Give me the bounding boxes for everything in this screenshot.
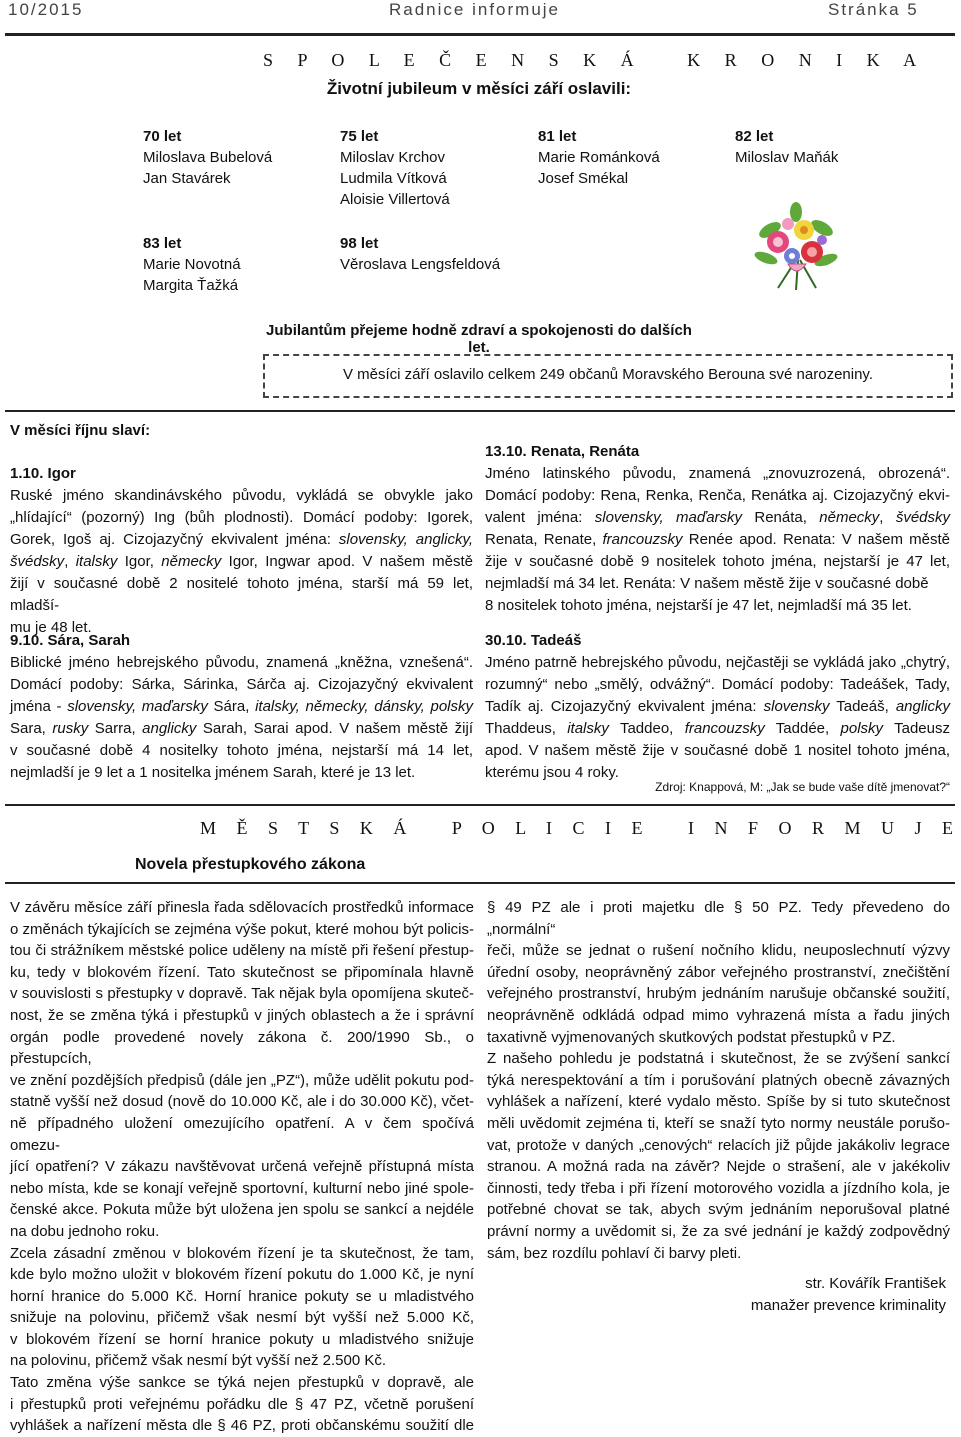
flower-bouquet-icon bbox=[748, 200, 843, 295]
policie-subtitle: Novela přestupkového zákona bbox=[135, 856, 366, 873]
issue-number: 10/2015 bbox=[8, 0, 84, 19]
name-head-renata: 13.10. Renata, Renáta bbox=[485, 443, 640, 460]
policie-rule bbox=[5, 882, 955, 884]
kronika-subtitle: Životní jubileum v měsíci září oslavili: bbox=[326, 79, 632, 98]
name-head-tadeas: 30.10. Tadeáš bbox=[485, 632, 582, 649]
names-month-title: V měsíci říjnu slaví: bbox=[10, 422, 151, 439]
name-head-sara: 9.10. Sára, Sarah bbox=[10, 632, 131, 649]
policie-left-column: V závěru měsíce září přinesla řada sdělovacích prostředků informace o změnách týkajících se zejména výše pokut, které mohou být policis- tou či strážníkem městské police uděleny na místě při řešení přestup- ku, tedy v blokovém řízení. Tato skutečnost se připomínala hlavně v souvislosti s přestupky v dopravě. Tak nějak byla opomíjena skuteč- nost, že se změna týká i přestupků v jiných oblastech a že i správní orgán podle provedené novely zákona č. 200/1990 Sb., o přestupcích, ve znění pozdějších předpisů (dále jen „PZ“), může udělit pokutu pod- statně vyšší než dosud (nově do 10.000 Kč, ale i do 30.000 Kč), včet- ně případného uložení omezujícího opatření. A v čem spočívá omezu- jící opatření? V zákazu navštěvovat určená veřejně přístupná místa nebo místa, kde se konají veřejně sportovní, kulturní nebo jiné spole- čenské akce. Pokuta může být uložena jen spolu se sankcí a nejdéle na dobu jednoho roku. Zcela zásadní změnou v blokovém řízení je ta skutečnost, že tam, kde bylo možno uložit v blokovém řízení pokutu do 1.000 Kč, je nyní horní hranice do 5.000 Kč. Horní hranice pokuty se u mladistvého snižuje na polovinu, přičemž však nesmí být vyšší než 5.000 Kč, v blokovém řízení se horní hranice pokuty u mladistvého snižuje na polovinu, přičemž však nesmí být vyšší než 2.500 Kč. Tato změna výše sankce se týká nejen přestupků v dopravě, ale i přestupků proti veřejnému pořádku dle § 47 PZ, včetně porušení vyhlášek a nařízení města dle § 46 PZ, proti občanskému soužití dle bbox=[10, 899, 474, 1435]
jubilee-98: 98 let Věroslava Lengsfeldová bbox=[340, 235, 501, 273]
jubilee-81: 81 let Marie Románková Josef Smékal bbox=[538, 128, 660, 187]
page-number: Stránka 5 bbox=[828, 0, 919, 19]
birthday-note: V měsíci září oslavilo celkem 249 občanů Moravského Berouna své narozeniny. bbox=[343, 366, 873, 383]
kronika-title: S P O L E Č E N S K Á K R O N I K A bbox=[263, 50, 927, 70]
policie-right-column: § 49 PZ ale i proti majetku dle § 50 PZ. Tedy převedeno do „normální“ řeči, může se jednat o rušení nočního klidu, neuposlechnutí výzvy úřední osoby, neoprávněný zábor veřejného prostranství, znečištění veřejného prostranství, hrubým jednáním narušuje občanské soužití, neoprávněně odkládá odpad mimo vyhrazená místa a řadu jiných taxativně vyjmenovaných skutkových podstat přestupků v PZ. Z našeho pohledu je podstatná i skutečnost, že se zvýšení sankcí týká nerespektování a tím i porušování platných obecně závazných vyhlášek a nařízení, které vydalo město. Spíše by si tuto skutečnost měli uvědomit zejména ti, kteří se snaží tyto normy neustále porušo- vat, protože v daných „cenových“ relacích již půjde jakákoliv legrace stranou. A možná rada na závěr? Nejde o strašení, ale v jakékoliv činnosti, tedy třeba i při řízení motorového vozidla a jízdního kola, je potřebné chovat se tak, abych svým jednáním neporušoval platné právní normy a uvědomit si, že za své jednání je každý zodpovědný sám, bez rozdílu pohlaví či barvy pleti. bbox=[487, 899, 950, 1262]
signature-role: manažer prevence kriminality bbox=[750, 1297, 946, 1314]
jubilee-wish: Jubilantům přejeme hodně zdraví a spokojenosti do dalších let. bbox=[266, 322, 692, 356]
name-entry-igor: 1.10. Igor Ruské jméno skandinávského původu, vykládá se obvykle jako „hlídající“ (pozorný) Ing (bůh plodnosti). Domácí podoby: Igorek, Gorek, Igoš aj. Cizojazyčný ekvivalent jména: slovensky, anglicky, švédsky, italsky Igor, německy Igor, Ingwar apod. V našem městě žijí v současné době 2 nositelé tohoto jména, starší má 59 let, mladší- mu je 48 let. bbox=[10, 465, 474, 636]
jubilee-82: 82 let Miloslav Maňák bbox=[735, 128, 839, 166]
name-entry-renata: 13.10. Renata, Renáta Jméno latinského původu, znamená „znovuzrozená, obrozená“. Domácí podoby: Rena, Renka, Renča, Renátka aj. Cizojazyčný ekvi- valent jména: slovensky, maďarsky Renáta, německy, švédsky Renata, Renate, francouzsky Renée apod. Renata: V našem městě žije v současné době 9 nositelek tohoto jména, nejstarší je 47 let, nejmladší má 34 let. Renáta: V našem městě žije v současné době 8 nositelek tohoto jména, nejstarší je 47 let, nejmladší má 35 let. bbox=[485, 443, 950, 614]
names-bottom-rule bbox=[5, 804, 955, 806]
name-entry-tadeas: 30.10. Tadeáš Jméno patrně hebrejského původu, nejčastěji se vykládá jako „chytrý, rozumný“ nebo „smělý, odvážný“. Domácí podoby: Tadeášek, Tady, Tadík aj. Cizojazyčný ekvivalent jména: slovensky Tadeáš, anglicky Thaddeus, italsky Taddeo, francouzsky Taddée, polsky Tadeusz apod. V našem městě žije v současné době 1 nositel tohoto jména, kterému jsou 4 roky. bbox=[485, 632, 951, 781]
newsletter-title: Radnice informuje bbox=[389, 0, 561, 19]
header-rule bbox=[5, 33, 955, 36]
policie-title: M Ě S T S K Á P O L I C I E I N F O R M U J E bbox=[200, 818, 961, 838]
name-head-igor: 1.10. Igor bbox=[10, 465, 76, 482]
signature-name: str. Kovářík František bbox=[805, 1275, 946, 1292]
name-entry-sara: 9.10. Sára, Sarah Biblické jméno hebrejského původu, znamená „kněžna, vznešená“. Domácí podoby: Sárka, Sárinka, Sárča aj. Cizojazyčný ekvivalent jména - slovensky, maďarsky Sára, italsky, německy, dánsky, polsky Sara, rusky Sarra, anglicky Sarah, Sarai apod. V našem městě žijí v současné době 4 nositelky tohoto jména, nejstarší má 14 let, nejmladší je 9 let a 1 nositelka jménem Sarah, které je 13 let. bbox=[10, 632, 474, 781]
kronika-bottom-rule bbox=[5, 410, 955, 412]
jubilee-83: 83 let Marie Novotná Margita Ťažká bbox=[143, 235, 241, 294]
jubilee-70: 70 let Miloslava Bubelová Jan Stavárek bbox=[143, 128, 273, 187]
names-source: Zdroj: Knappová, M: „Jak se bude vaše dítě jmenovat?“ bbox=[655, 780, 950, 794]
jubilee-75: 75 let Miloslav Krchov Ludmila Vítková Aloisie Villertová bbox=[340, 128, 450, 208]
